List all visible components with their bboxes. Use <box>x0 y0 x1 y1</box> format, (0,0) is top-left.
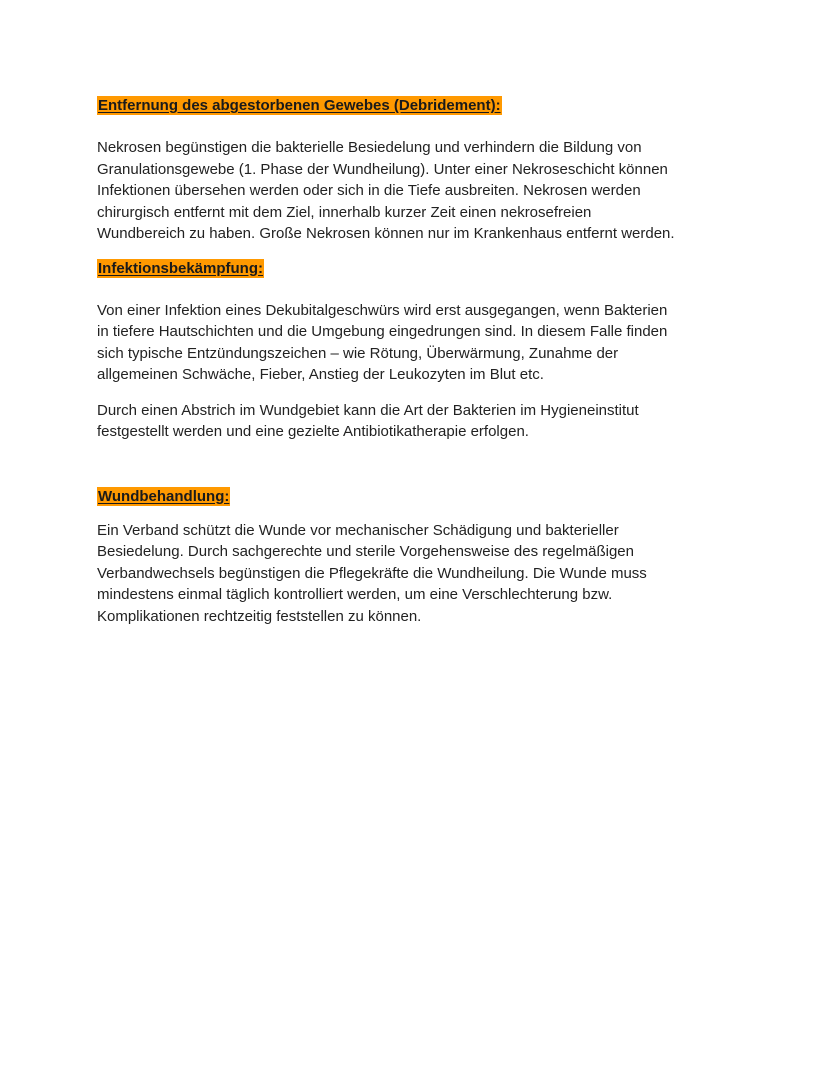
section-heading-wound-treatment: Wundbehandlung: <box>98 487 230 505</box>
paragraph-infection-1 <box>97 300 737 386</box>
section-debridement <box>97 96 737 115</box>
text-line: allgemeinen Schwäche, Fieber, Anstieg der Leukozyten im Blut etc. <box>97 366 544 383</box>
text-line: Durch einen Abstrich im Wundgebiet kann die Art der Bakterien im Hygieneinstitut <box>97 401 639 419</box>
text-line: Wundbereich zu haben. Große Nekrosen können nur im Krankenhaus entfernt werden. <box>97 225 675 242</box>
text-line: Von einer Infektion eines Dekubitalgeschwürs wird erst ausgegangen, wenn Bakterien <box>97 301 668 319</box>
text-line: mindestens einmal täglich kontrolliert werden, um eine Verschlechterung bzw. <box>97 586 613 603</box>
text-line: Granulationsgewebe (1. Phase der Wundheilung). Unter einer Nekroseschicht können <box>97 160 668 178</box>
section-infection <box>97 259 737 278</box>
text-line: Infektionen übersehen werden oder sich in die Tiefe ausbreiten. Nekrosen werden <box>97 182 641 199</box>
text-line: Ein Verband schützt die Wunde vor mechanischer Schädigung und bakterieller <box>97 521 619 539</box>
text-line: sich typische Entzündungszeichen – wie Rötung, Überwärmung, Zunahme der <box>97 344 619 362</box>
section-wound-treatment <box>97 487 737 506</box>
text-line: Besiedelung. Durch sachgerechte und sterile Vorgehensweise des regelmäßigen <box>97 543 634 560</box>
paragraph-infection-2 <box>97 400 737 443</box>
text-line: chirurgisch entfernt mit dem Ziel, innerhalb kurzer Zeit einen nekrosefreien <box>97 203 592 221</box>
text-line: festgestellt werden und eine gezielte Antibiotikatherapie erfolgen. <box>97 423 529 440</box>
document-page <box>97 96 737 627</box>
text-line: in tiefere Hautschichten und die Umgebung eingedrungen sind. In diesem Falle finden <box>97 323 668 340</box>
paragraph-wound-treatment <box>97 520 737 628</box>
text-line: Verbandwechsels begünstigen die Pflegekräfte die Wundheilung. Die Wunde muss <box>97 564 647 582</box>
paragraph-debridement <box>97 137 737 245</box>
section-heading-debridement: Entfernung des abgestorbenen Gewebes (Debridement): <box>98 97 501 114</box>
text-line: Nekrosen begünstigen die bakterielle Besiedelung und verhindern die Bildung von <box>97 139 642 156</box>
text-line: Komplikationen rechtzeitig feststellen zu können. <box>97 607 422 625</box>
section-heading-infection: Infektionsbekämpfung: <box>98 259 264 277</box>
